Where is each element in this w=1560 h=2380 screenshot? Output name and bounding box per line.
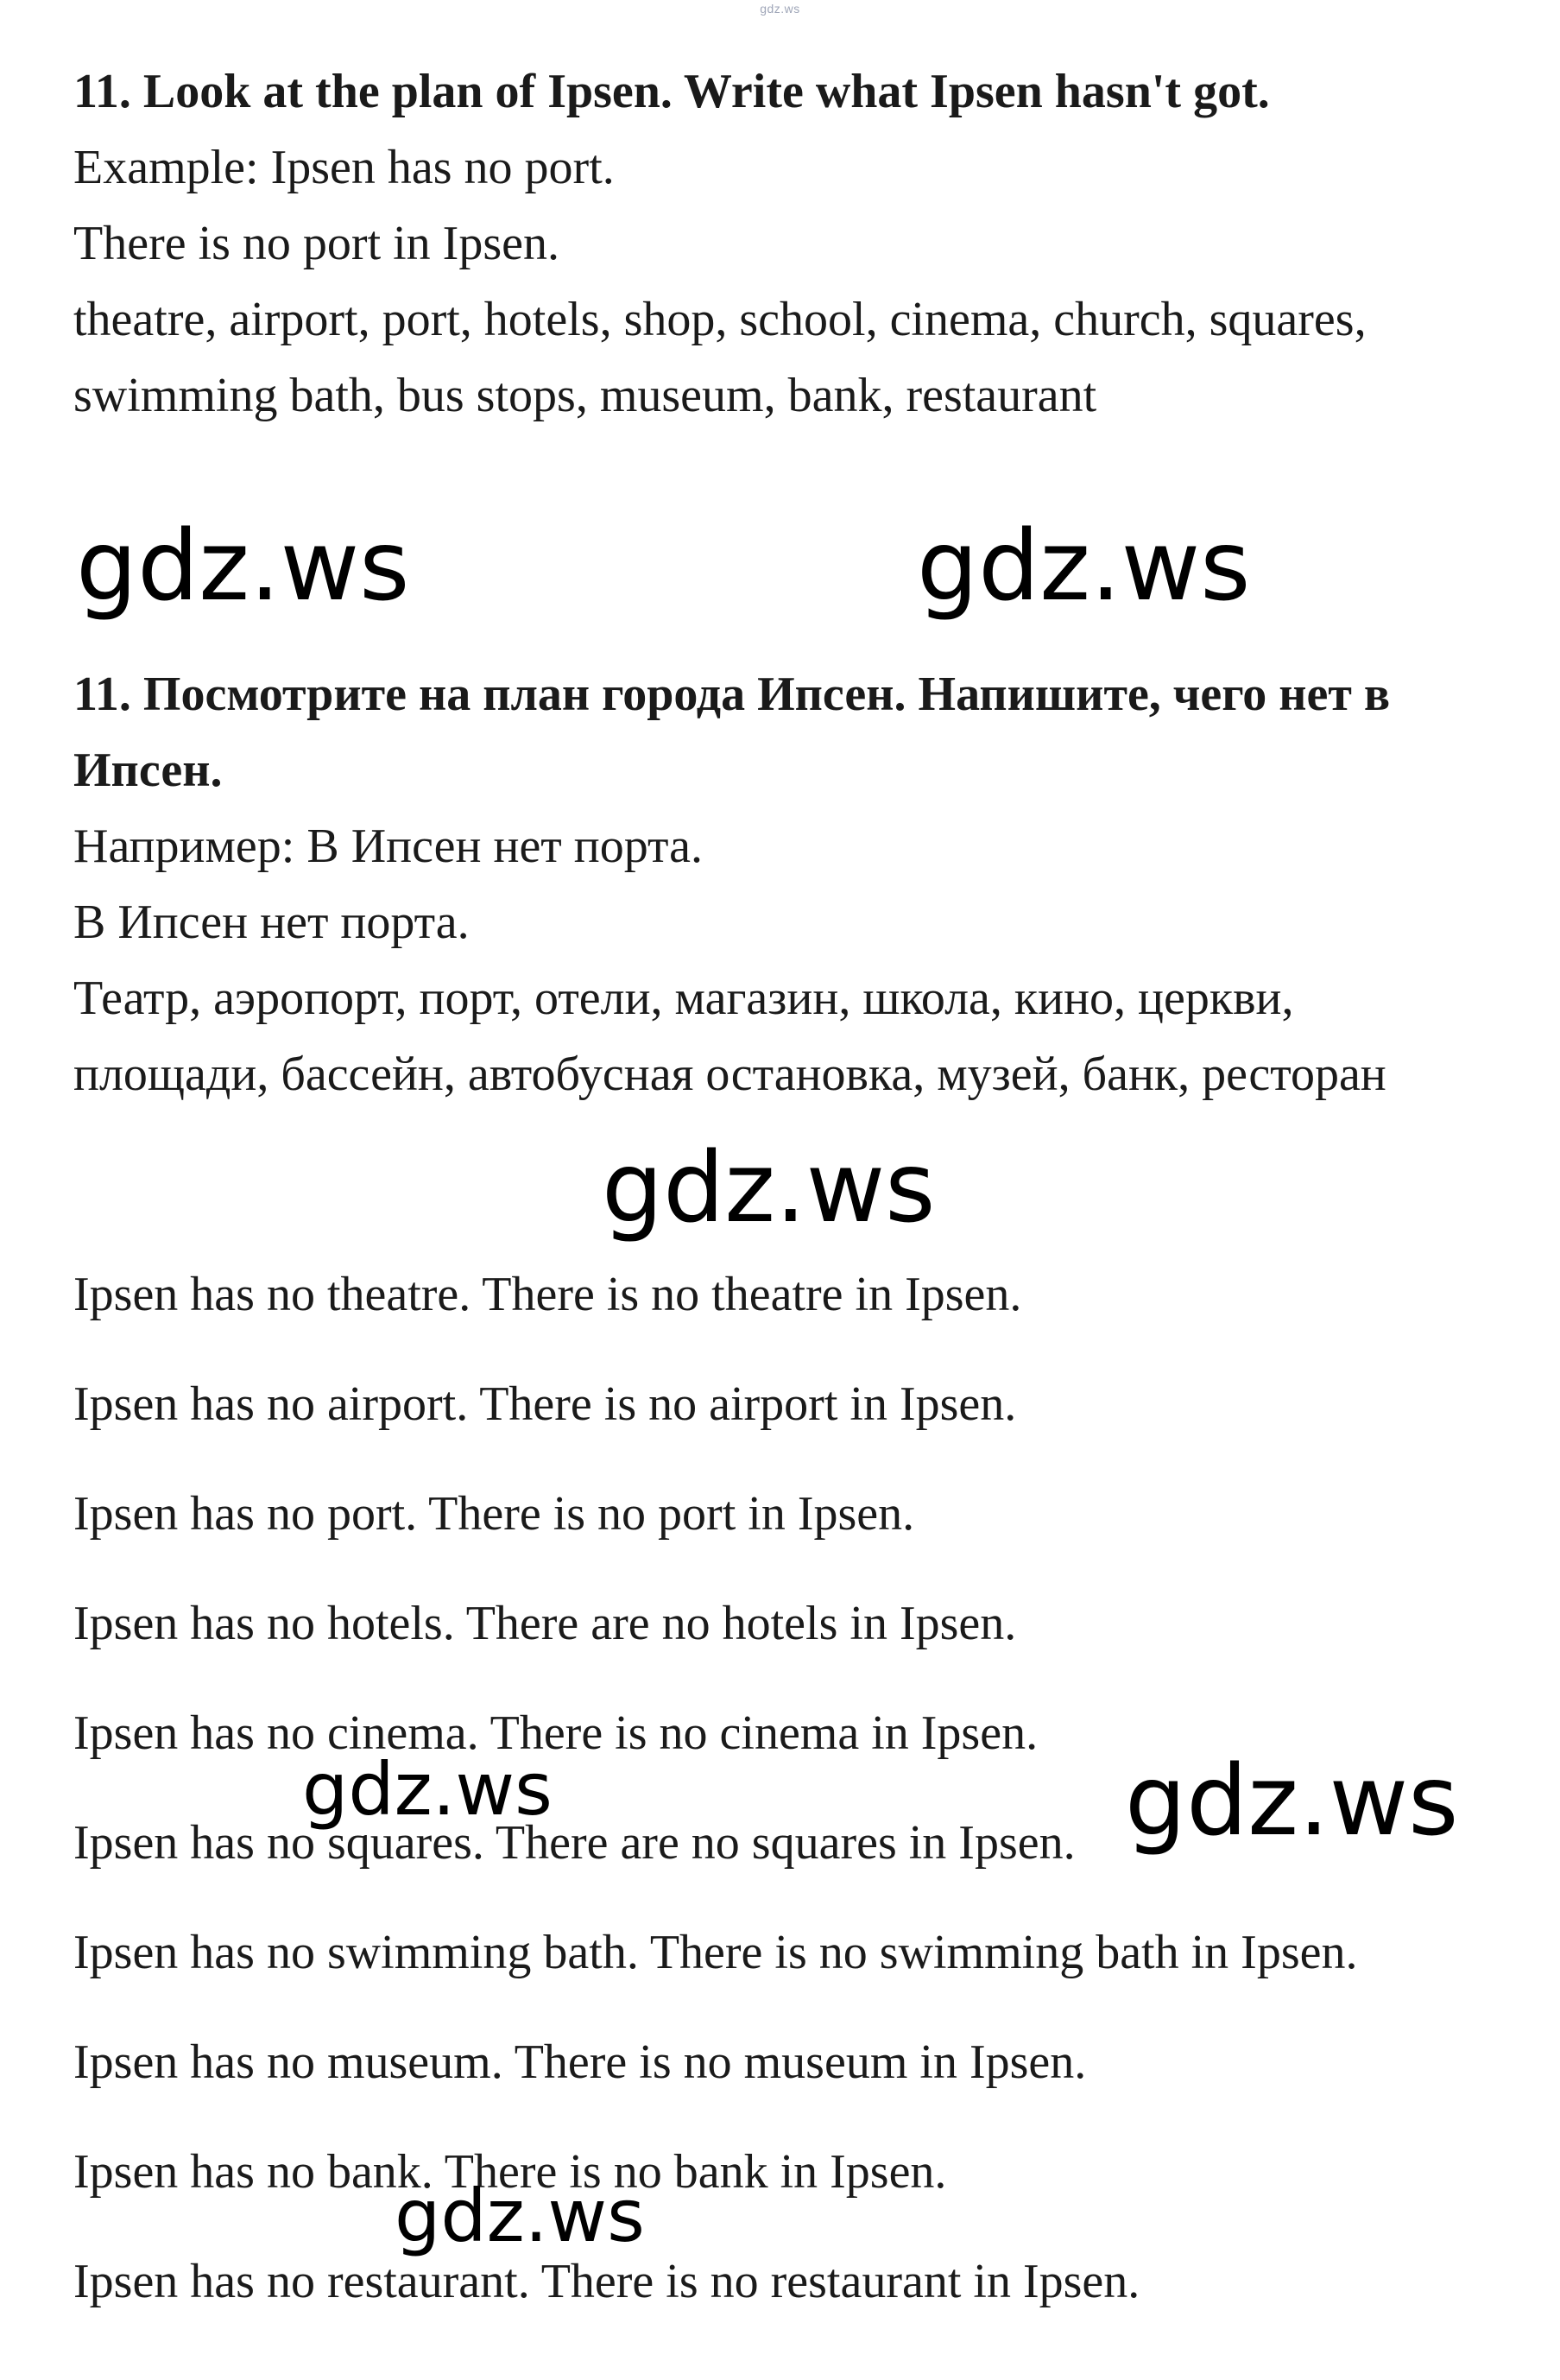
russian-heading: 11. Посмотрите на план города Ипсен. Напишите, чего нет в Ипсен. [73, 668, 1391, 797]
watermark: gdz.ws [917, 510, 1251, 623]
english-word-list-line-1: theatre, airport, port, hotels, shop, school, cinema, church, squares, [73, 293, 1367, 346]
watermark: gdz.ws [395, 2174, 645, 2258]
answer-line: Ipsen has no museum. There is no museum in Ipsen. [73, 2035, 1087, 2089]
answer-line: Ipsen has no hotels. There are no hotels in Ipsen. [73, 1597, 1017, 1650]
english-example-line-2: There is no port in Ipsen. [73, 217, 559, 270]
russian-word-list-line-1: Театр, аэропорт, порт, отели, магазин, школа, кино, церкви, [73, 972, 1294, 1025]
watermark: gdz.ws [302, 1747, 553, 1832]
english-heading: 11. Look at the plan of Ipsen. Write what Ipsen hasn't got. [73, 65, 1270, 118]
watermark: gdz.ws [76, 510, 410, 623]
answer-line: Ipsen has no restaurant. There is no restaurant in Ipsen. [73, 2255, 1140, 2308]
watermark: gdz.ws [602, 1132, 936, 1244]
answer-line: Ipsen has no airport. There is no airport in Ipsen. [73, 1377, 1017, 1431]
answer-line: Ipsen has no bank. There is no bank in Ipsen. [73, 2145, 947, 2199]
top-watermark: gdz.ws [760, 2, 800, 16]
watermark: gdz.ws [1125, 1745, 1459, 1858]
answer-line: Ipsen has no squares. There are no squares in Ipsen. [73, 1816, 1076, 1870]
english-example-line-1: Example: Ipsen has no port. [73, 141, 615, 194]
russian-example-line-1: Например: В Ипсен нет порта. [73, 820, 704, 873]
answer-line: Ipsen has no theatre. There is no theatre in Ipsen. [73, 1268, 1022, 1321]
russian-task [73, 656, 1506, 1112]
english-word-list-line-2: swimming bath, bus stops, museum, bank, restaurant [73, 369, 1097, 422]
russian-word-list-line-2: площади, бассейн, автобусная остановка, музей, банк, ресторан [73, 1048, 1386, 1101]
english-task [73, 54, 1506, 434]
answer-line: Ipsen has no swimming bath. There is no swimming bath in Ipsen. [73, 1926, 1358, 1979]
answer-line: Ipsen has no port. There is no port in Ipsen. [73, 1487, 915, 1541]
russian-example-line-2: В Ипсен нет порта. [73, 896, 470, 949]
answer-line: Ipsen has no cinema. There is no cinema in Ipsen. [73, 1706, 1039, 1760]
